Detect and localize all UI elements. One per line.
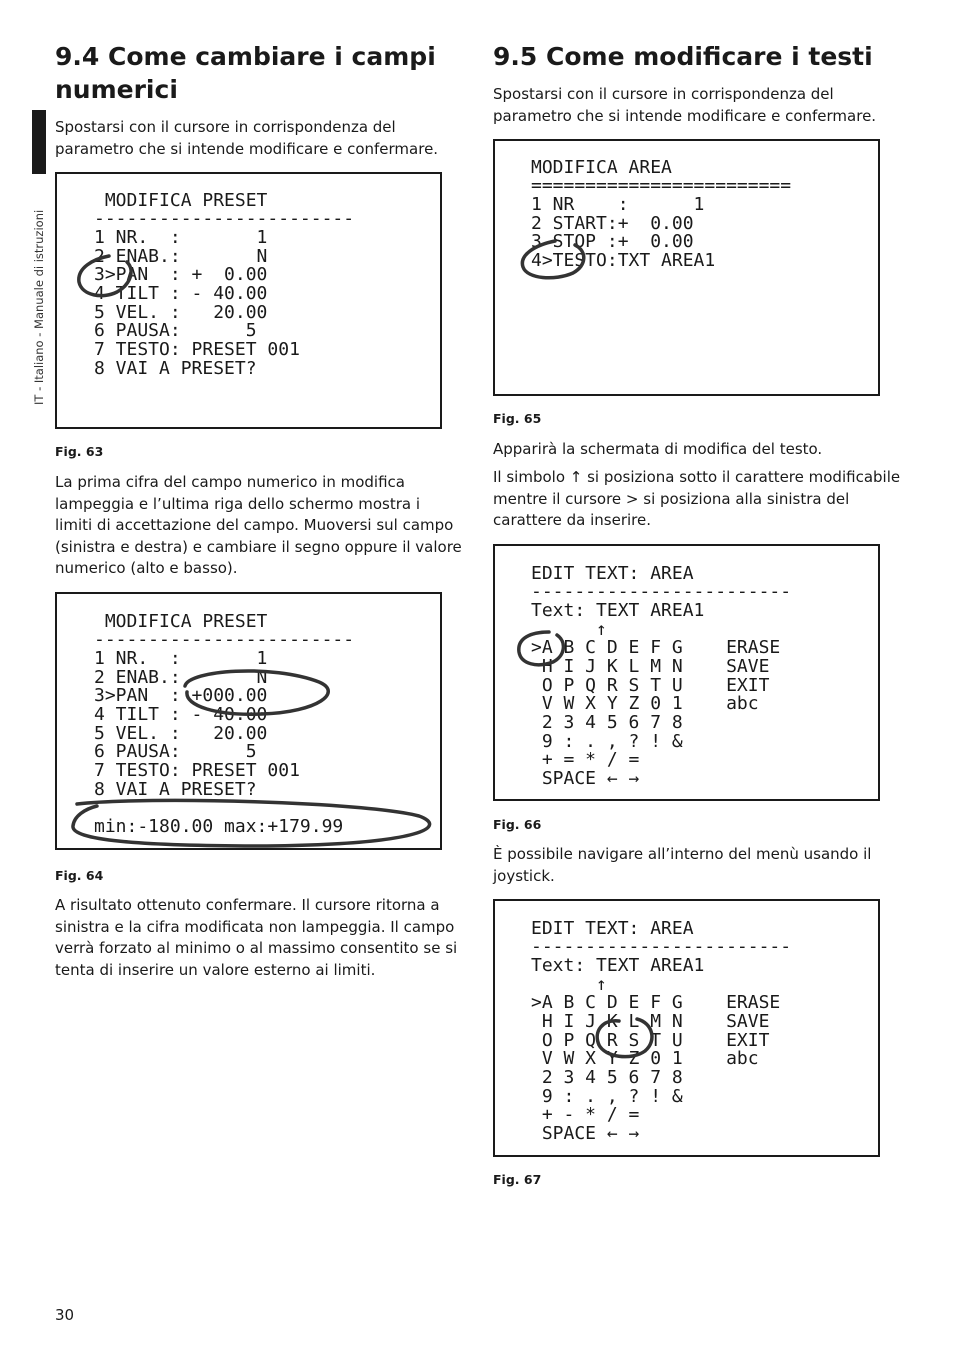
- intro-paragraph: [55, 117, 438, 160]
- osd-line: 1 NR. : 1: [94, 227, 268, 248]
- osd-line: 2 3 4 5 6 7 8: [531, 1067, 683, 1088]
- osd-line: 7 TESTO: PRESET 001: [94, 339, 300, 360]
- figure-caption: Fig. 64: [55, 868, 104, 883]
- osd-text-block: [531, 918, 791, 1144]
- text-line: verrà forzato al minimo o al massimo consentito se si: [55, 939, 458, 957]
- text-line: numerico (alto e basso).: [55, 559, 238, 577]
- osd-line: 7 TESTO: PRESET 001: [94, 760, 300, 781]
- osd-line: ========================: [531, 175, 792, 196]
- osd-text-block: [531, 157, 791, 271]
- text-line: Spostarsi con il cursore in corrispondenza del: [55, 118, 396, 136]
- osd-line: 5 VEL. : 20.00: [94, 723, 268, 744]
- osd-line: 3>PAN : +000.00: [94, 685, 268, 706]
- osd-line: ------------------------: [531, 581, 792, 602]
- osd-line: 9 : . , ? ! &: [531, 731, 683, 752]
- osd-line: O P Q R S T U EXIT: [531, 1030, 770, 1051]
- osd-line: 1 NR. : 1: [94, 648, 268, 669]
- page-number: 30: [55, 1306, 75, 1324]
- osd-line: H I J K L M N SAVE: [531, 656, 770, 677]
- osd-line: 9 : . , ? ! &: [531, 1086, 683, 1107]
- osd-line: min:-180.00 max:+179.99: [94, 816, 344, 837]
- heading-line: 9.4 Come cambiare i campi: [55, 42, 436, 71]
- osd-text-block: [94, 190, 354, 379]
- osd-text-block: [531, 563, 791, 789]
- osd-line: EDIT TEXT: AREA: [531, 918, 694, 939]
- osd-line: 4 TILT : - 40.00: [94, 283, 268, 304]
- text-line: joystick.: [493, 866, 555, 885]
- osd-line: SPACE ← →: [531, 768, 640, 789]
- osd-screen-fig64: [55, 592, 442, 850]
- osd-line: 6 PAUSA: 5: [94, 320, 257, 341]
- body-paragraph: [55, 895, 457, 981]
- intro-paragraph: [493, 84, 876, 127]
- osd-line: H I J K L M N SAVE: [531, 1011, 770, 1032]
- body-paragraph: [55, 472, 462, 580]
- osd-line: MODIFICA AREA: [531, 157, 672, 178]
- osd-line: 8 VAI A PRESET?: [94, 358, 257, 379]
- osd-line: O P Q R S T U EXIT: [531, 675, 770, 696]
- osd-line: + = * / =: [531, 749, 640, 770]
- osd-screen-fig66: [493, 544, 880, 801]
- text-line: parametro che si intende modificare e confermare.: [493, 106, 877, 125]
- text-line: carattere da inserire.: [493, 511, 651, 529]
- section-heading-9-4: [55, 40, 436, 106]
- text-line: Spostarsi con il cursore in corrispondenza del: [493, 85, 834, 103]
- osd-line: >A B C D E F G ERASE: [531, 637, 781, 658]
- body-paragraph: Apparirà la schermata di modifica del testo.: [493, 440, 823, 458]
- osd-line: 8 VAI A PRESET?: [94, 779, 257, 800]
- osd-line: Text: TEXT AREA1: [531, 600, 705, 621]
- text-line: La prima cifra del campo numerico in modifica: [55, 473, 405, 491]
- text-line: sinistra e la cifra modificata non lampeggia. Il campo: [55, 917, 455, 936]
- osd-line: 2 3 4 5 6 7 8: [531, 712, 683, 733]
- osd-line: 2 ENAB.: N: [94, 667, 268, 688]
- osd-line: 2 START:+ 0.00: [531, 213, 694, 234]
- osd-line: MODIFICA PRESET: [94, 611, 268, 632]
- osd-line: 6 PAUSA: 5: [94, 741, 257, 762]
- osd-line: V W X Y Z 0 1 abc: [531, 1048, 759, 1069]
- text-line: lampeggia e l’ultima riga dello schermo mostra i: [55, 494, 421, 513]
- text-line: parametro che si intende modificare e confermare.: [55, 139, 439, 158]
- text-line: (sinistra e destra) e cambiare il segno oppure il valore: [55, 537, 462, 556]
- osd-line: ------------------------: [94, 629, 355, 650]
- sidebar-label: IT - Italiano - Manuale di istruzioni: [32, 209, 46, 405]
- osd-line: >A B C D E F G ERASE: [531, 992, 781, 1013]
- body-paragraph: [493, 467, 900, 532]
- osd-line: ↑: [531, 974, 607, 995]
- osd-line: + - * / =: [531, 1104, 640, 1125]
- osd-line: EDIT TEXT: AREA: [531, 563, 694, 584]
- osd-line: MODIFICA PRESET: [94, 190, 268, 211]
- figure-caption: Fig. 67: [493, 1172, 542, 1187]
- heading-line: numerici: [55, 75, 178, 104]
- osd-line: SPACE ← →: [531, 1123, 640, 1144]
- osd-line: V W X Y Z 0 1 abc: [531, 693, 759, 714]
- osd-screen-fig67: [493, 899, 880, 1157]
- osd-line: ↑: [531, 619, 607, 640]
- osd-line: Text: TEXT AREA1: [531, 955, 705, 976]
- osd-screen-fig65: [493, 139, 880, 396]
- osd-line: 3 STOP :+ 0.00: [531, 231, 694, 252]
- figure-caption: Fig. 63: [55, 444, 104, 459]
- text-line: mentre il cursore > si posiziona alla sinistra del: [493, 489, 850, 508]
- osd-line: 5 VEL. : 20.00: [94, 302, 268, 323]
- section-heading-9-5: 9.5 Come modificare i testi: [493, 42, 873, 71]
- osd-line: 1 NR : 1: [531, 194, 705, 215]
- section-marker-bar: [32, 110, 46, 174]
- text-line: È possibile navigare all’interno del menù usando il: [493, 845, 872, 863]
- figure-caption: Fig. 65: [493, 411, 542, 426]
- osd-line: ------------------------: [531, 936, 792, 957]
- text-line: tenta di inserire un valore esterno ai limiti.: [55, 960, 376, 979]
- text-line: Il simbolo ↑ si posiziona sotto il carattere modificabile: [493, 468, 901, 486]
- figure-caption: Fig. 66: [493, 817, 542, 832]
- osd-line: 2 ENAB.: N: [94, 246, 268, 267]
- body-paragraph: [493, 844, 871, 887]
- text-line: A risultato ottenuto confermare. Il cursore ritorna a: [55, 896, 440, 914]
- text-line: limiti di accettazione del campo. Muoversi sul campo: [55, 516, 454, 534]
- osd-line: 4>TESTO:TXT AREA1: [531, 250, 716, 271]
- osd-screen-fig63: [55, 172, 442, 429]
- osd-line: 4 TILT : - 40.00: [94, 704, 268, 725]
- osd-line: ------------------------: [94, 208, 355, 229]
- osd-line: 3>PAN : + 0.00: [94, 264, 268, 285]
